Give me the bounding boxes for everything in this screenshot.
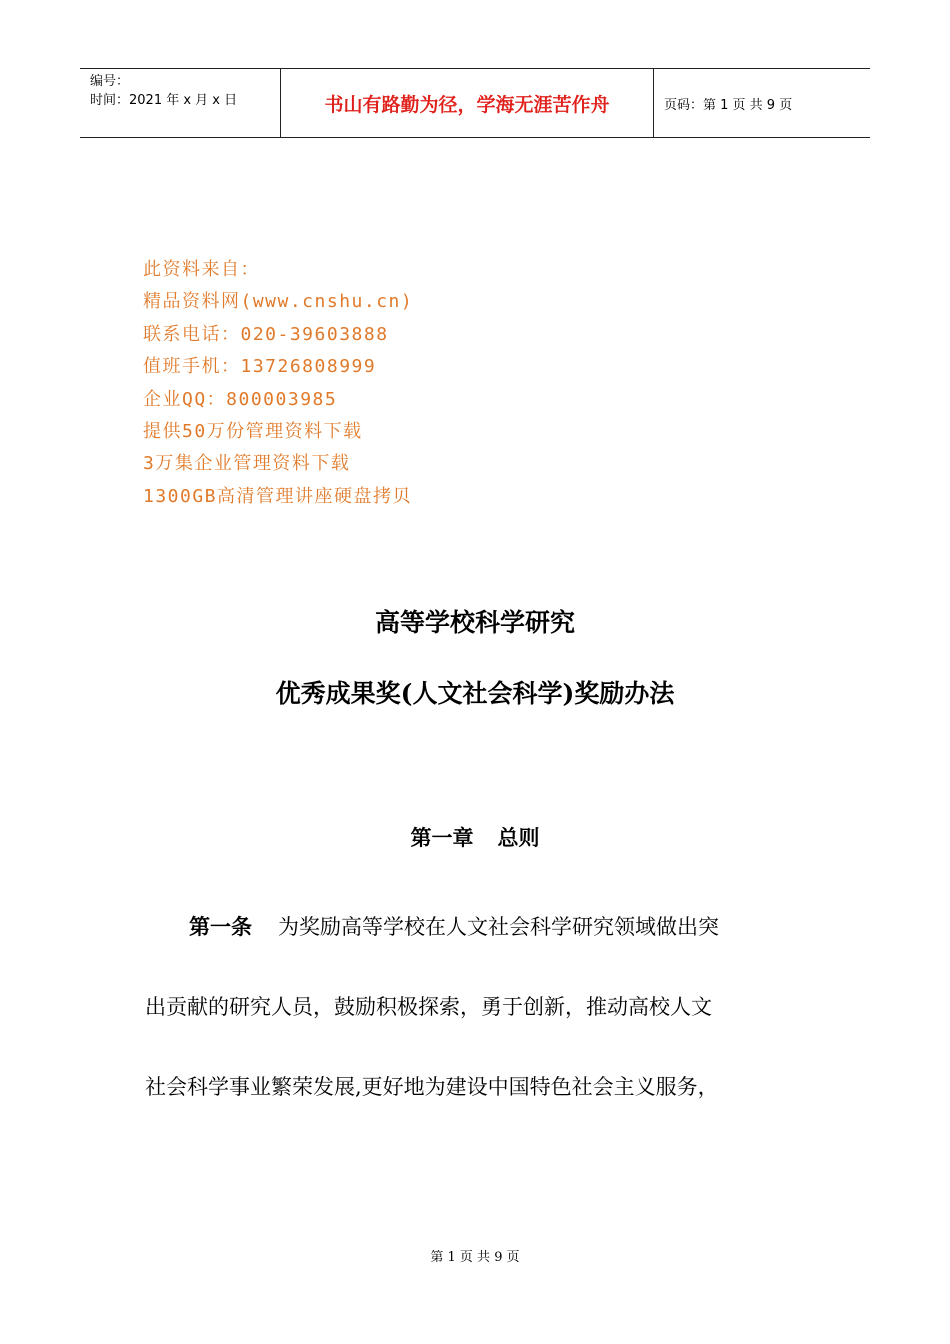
header-motto: 书山有路勤为径，学海无涯苦作舟	[281, 69, 654, 137]
chapter-name: 总则	[497, 825, 540, 850]
document-title-line2: 优秀成果奖(人文社会科学)奖励办法	[275, 679, 675, 708]
promo-line: 1300GB高清管理讲座硬盘拷贝	[143, 485, 413, 507]
article-label: 第一条	[189, 914, 252, 939]
document-header	[80, 68, 870, 138]
promo-line: 精品资料网(www.cnshu.cn)	[143, 291, 414, 313]
chapter-heading	[0, 822, 950, 852]
promo-line: 提供50万份管理资料下载	[143, 421, 363, 443]
article-paragraph	[145, 887, 805, 1127]
promo-block	[143, 254, 413, 513]
time-label: 时间：2021 年 x 月 x 日	[90, 93, 238, 108]
paragraph-text: 为奖励高等学校在人文社会科学研究领域做出突	[278, 915, 719, 939]
promo-line: 此资料来自：	[143, 259, 260, 280]
document-title-line1: 高等学校科学研究	[374, 608, 575, 637]
header-page-label: 页码：第 1 页 共 9 页	[664, 97, 793, 113]
code-label: 编号：	[90, 74, 130, 89]
promo-line: 值班手机：13726808999	[143, 356, 377, 378]
paragraph-line: 出贡献的研究人员，鼓励积极探索，勇于创新，推动高校人文	[145, 995, 712, 1019]
header-meta-cell	[80, 69, 281, 137]
paragraph-line	[145, 887, 805, 967]
paragraph-line: 社会科学事业繁荣发展,更好地为建设中国特色社会主义服务，	[145, 1075, 719, 1099]
promo-line: 3万集企业管理资料下载	[143, 453, 351, 475]
chapter-number: 第一章	[410, 825, 474, 850]
promo-line: 企业QQ：800003985	[143, 388, 338, 410]
page-footer: 第 1 页 共 9 页	[430, 1250, 520, 1265]
promo-line: 联系电话：020-39603888	[143, 323, 389, 345]
